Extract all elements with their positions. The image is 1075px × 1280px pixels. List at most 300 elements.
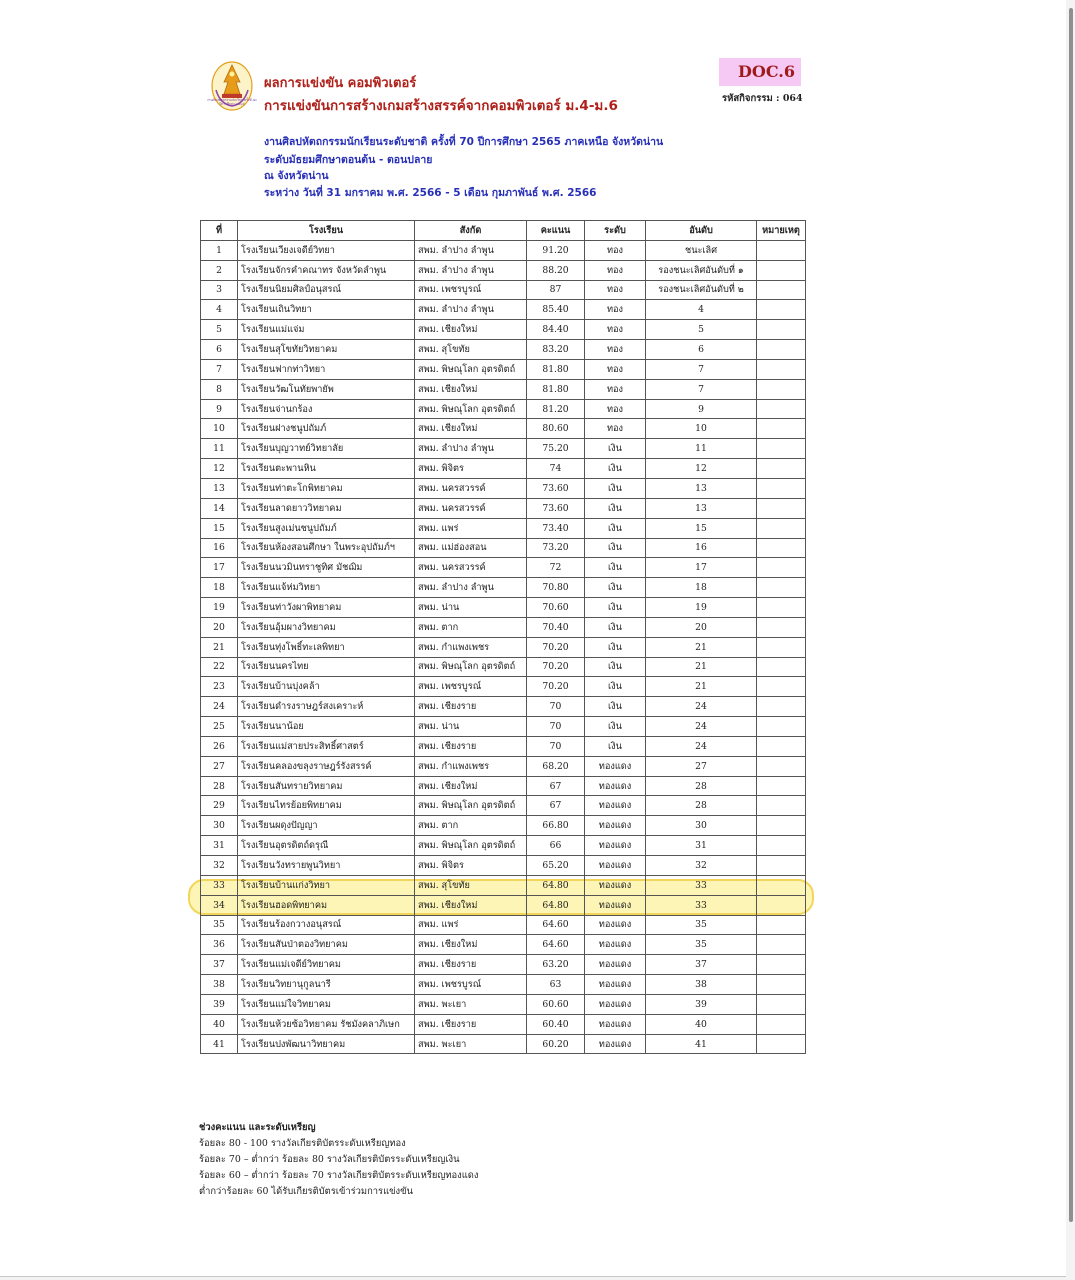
cell-rank: 13: [646, 498, 757, 518]
cell-rank: 35: [646, 915, 757, 935]
cell-no: 29: [201, 796, 238, 816]
cell-affiliation: สพม. สุโขทัย: [415, 340, 527, 360]
cell-rank: 5: [646, 320, 757, 340]
cell-rank: 4: [646, 300, 757, 320]
cell-score: 65.20: [527, 856, 585, 876]
cell-school: โรงเรียนวังทรายพูนวิทยา: [238, 856, 415, 876]
cell-rank: 28: [646, 776, 757, 796]
cell-no: 22: [201, 657, 238, 677]
cell-affiliation: สพม. เพชรบูรณ์: [415, 975, 527, 995]
cell-rank: 12: [646, 459, 757, 479]
table-row: [201, 697, 806, 717]
cell-score: 70.40: [527, 617, 585, 637]
cell-level: เงิน: [585, 558, 646, 578]
cell-level: ทองแดง: [585, 875, 646, 895]
cell-remark: [757, 935, 806, 955]
cell-school: โรงเรียนนิยมศิลป์อนุสรณ์: [238, 280, 415, 300]
logo-caption: งานศิลปหัตถกรรมนักเรียน ครั้งที่ ๗๐ ปีการศึกษา ๒๕๖๕: [207, 98, 257, 106]
cell-score: 63: [527, 975, 585, 995]
cell-level: เงิน: [585, 717, 646, 737]
event-level: ระดับมัธยมศึกษาตอนต้น - ตอนปลาย: [264, 154, 433, 166]
cell-no: 35: [201, 915, 238, 935]
cell-level: ทองแดง: [585, 816, 646, 836]
cell-level: ทองแดง: [585, 836, 646, 856]
cell-level: เงิน: [585, 637, 646, 657]
cell-rank: 18: [646, 578, 757, 598]
cell-affiliation: สพม. สุโขทัย: [415, 875, 527, 895]
cell-affiliation: สพม. เชียงใหม่: [415, 379, 527, 399]
cell-affiliation: สพม. นครสวรรค์: [415, 498, 527, 518]
table-row: [201, 677, 806, 697]
cell-level: เงิน: [585, 439, 646, 459]
cell-remark: [757, 955, 806, 975]
cell-no: 13: [201, 478, 238, 498]
cell-level: ทองแดง: [585, 1014, 646, 1034]
cell-remark: [757, 816, 806, 836]
cell-school: โรงเรียนจ่านกร้อง: [238, 399, 415, 419]
cell-school: โรงเรียนบุญวาทย์วิทยาลัย: [238, 439, 415, 459]
cell-score: 64.60: [527, 935, 585, 955]
cell-score: 73.40: [527, 518, 585, 538]
cell-school: โรงเรียนนครไทย: [238, 657, 415, 677]
cell-school: โรงเรียนตะพานหิน: [238, 459, 415, 479]
cell-remark: [757, 856, 806, 876]
cell-no: 14: [201, 498, 238, 518]
cell-no: 36: [201, 935, 238, 955]
cell-affiliation: สพม. กำแพงเพชร: [415, 637, 527, 657]
cell-no: 4: [201, 300, 238, 320]
cell-score: 66.80: [527, 816, 585, 836]
cell-remark: [757, 439, 806, 459]
cell-level: ทองแดง: [585, 895, 646, 915]
cell-affiliation: สพม. พะเยา: [415, 1034, 527, 1054]
table-row: [201, 280, 806, 300]
cell-rank: 24: [646, 717, 757, 737]
cell-rank: 35: [646, 935, 757, 955]
table-row: [201, 459, 806, 479]
table-row: [201, 717, 806, 737]
cell-level: เงิน: [585, 578, 646, 598]
cell-affiliation: สพม. เชียงราย: [415, 1014, 527, 1034]
cell-no: 25: [201, 717, 238, 737]
cell-affiliation: สพม. แพร่: [415, 915, 527, 935]
cell-affiliation: สพม. กำแพงเพชร: [415, 756, 527, 776]
cell-level: ทอง: [585, 280, 646, 300]
table-row: [201, 359, 806, 379]
cell-level: เงิน: [585, 736, 646, 756]
table-row: [201, 955, 806, 975]
cell-affiliation: สพม. เชียงใหม่: [415, 320, 527, 340]
cell-rank: 17: [646, 558, 757, 578]
cell-school: โรงเรียนทุ่งโพธิ์ทะเลพิทยา: [238, 637, 415, 657]
cell-affiliation: สพม. น่าน: [415, 717, 527, 737]
cell-rank: 39: [646, 994, 757, 1014]
cell-rank: 33: [646, 875, 757, 895]
results-title: ผลการแข่งขัน คอมพิวเตอร์: [264, 76, 417, 91]
cell-no: 7: [201, 359, 238, 379]
cell-level: ทองแดง: [585, 1034, 646, 1054]
table-row: [201, 1014, 806, 1034]
cell-score: 70.80: [527, 578, 585, 598]
cell-remark: [757, 836, 806, 856]
cell-rank: 21: [646, 677, 757, 697]
cell-no: 6: [201, 340, 238, 360]
cell-score: 60.20: [527, 1034, 585, 1054]
table-row: [201, 736, 806, 756]
table-row: [201, 856, 806, 876]
cell-rank: 27: [646, 756, 757, 776]
cell-remark: [757, 558, 806, 578]
cell-score: 60.40: [527, 1014, 585, 1034]
cell-level: เงิน: [585, 538, 646, 558]
cell-affiliation: สพม. นครสวรรค์: [415, 478, 527, 498]
event-name: งานศิลปหัตถกรรมนักเรียนระดับชาติ ครั้งที่ 70 ปีการศึกษา 2565 ภาคเหนือ จังหวัดน่าน: [264, 136, 664, 148]
cell-no: 16: [201, 538, 238, 558]
cell-school: โรงเรียนร้องกวางอนุสรณ์: [238, 915, 415, 935]
results-table: [200, 220, 806, 1054]
cell-school: โรงเรียนแม่เจดีย์วิทยาคม: [238, 955, 415, 975]
cell-rank: 21: [646, 637, 757, 657]
cell-school: โรงเรียนบ้านแก่งวิทยา: [238, 875, 415, 895]
cell-rank: รองชนะเลิศอันดับที่ ๑: [646, 260, 757, 280]
cell-remark: [757, 240, 806, 260]
cell-score: 64.80: [527, 875, 585, 895]
cell-remark: [757, 657, 806, 677]
cell-score: 73.60: [527, 478, 585, 498]
cell-affiliation: สพม. ลำปาง ลำพูน: [415, 240, 527, 260]
cell-no: 38: [201, 975, 238, 995]
cell-affiliation: สพม. ตาก: [415, 816, 527, 836]
cell-level: ทองแดง: [585, 935, 646, 955]
table-row: [201, 260, 806, 280]
cell-no: 40: [201, 1014, 238, 1034]
header-score: คะแนน: [527, 221, 585, 241]
cell-score: 81.20: [527, 399, 585, 419]
cell-rank: 31: [646, 836, 757, 856]
cell-score: 84.40: [527, 320, 585, 340]
table-row: [201, 558, 806, 578]
cell-level: เงิน: [585, 518, 646, 538]
cell-no: 9: [201, 399, 238, 419]
cell-remark: [757, 915, 806, 935]
table-row: [201, 240, 806, 260]
cell-school: โรงเรียนลาดยาววิทยาคม: [238, 498, 415, 518]
cell-score: 60.60: [527, 994, 585, 1014]
cell-rank: 33: [646, 895, 757, 915]
cell-affiliation: สพม. เชียงใหม่: [415, 935, 527, 955]
scrollbar-thumb[interactable]: [1069, 8, 1073, 1222]
table-row: [201, 935, 806, 955]
cell-remark: [757, 459, 806, 479]
cell-level: ทอง: [585, 379, 646, 399]
cell-remark: [757, 399, 806, 419]
school-emblem-icon: [210, 60, 254, 118]
cell-affiliation: สพม. เชียงใหม่: [415, 776, 527, 796]
cell-score: 74: [527, 459, 585, 479]
cell-score: 70.20: [527, 657, 585, 677]
cell-score: 80.60: [527, 419, 585, 439]
cell-affiliation: สพม. เพชรบูรณ์: [415, 677, 527, 697]
cell-school: โรงเรียนท่าตะโกพิทยาคม: [238, 478, 415, 498]
cell-no: 31: [201, 836, 238, 856]
header-remark: หมายเหตุ: [757, 221, 806, 241]
cell-no: 12: [201, 459, 238, 479]
cell-remark: [757, 578, 806, 598]
cell-no: 20: [201, 617, 238, 637]
cell-no: 30: [201, 816, 238, 836]
table-row: [201, 796, 806, 816]
cell-school: โรงเรียนห้วยซ้อวิทยาคม รัชมังคลาภิเษก: [238, 1014, 415, 1034]
cell-score: 67: [527, 776, 585, 796]
cell-rank: 30: [646, 816, 757, 836]
cell-school: โรงเรียนนาน้อย: [238, 717, 415, 737]
cell-no: 28: [201, 776, 238, 796]
cell-rank: 15: [646, 518, 757, 538]
table-row: [201, 300, 806, 320]
event-location: ณ จังหวัดน่าน: [264, 170, 329, 182]
cell-no: 11: [201, 439, 238, 459]
cell-affiliation: สพม. ตาก: [415, 617, 527, 637]
cell-score: 70: [527, 736, 585, 756]
table-row: [201, 1034, 806, 1054]
cell-school: โรงเรียนนวมินทราชูทิศ มัชฌิม: [238, 558, 415, 578]
cell-school: โรงเรียนบ้านบุ่งคล้า: [238, 677, 415, 697]
table-row: [201, 399, 806, 419]
cell-score: 85.40: [527, 300, 585, 320]
cell-remark: [757, 359, 806, 379]
cell-school: โรงเรียนเถินวิทยา: [238, 300, 415, 320]
cell-no: 37: [201, 955, 238, 975]
cell-no: 33: [201, 875, 238, 895]
table-row: [201, 836, 806, 856]
legend-silver: ร้อยละ 70 – ต่ำกว่า ร้อยละ 80 รางวัลเกียรติบัตรระดับเหรียญเงิน: [199, 1154, 460, 1165]
legend-participation: ต่ำกว่าร้อยละ 60 ได้รับเกียรติบัตรเข้าร่วมการแข่งขัน: [199, 1186, 413, 1197]
cell-level: ทอง: [585, 359, 646, 379]
cell-rank: 24: [646, 697, 757, 717]
competition-title: การแข่งขันการสร้างเกมสร้างสรรค์จากคอมพิวเตอร์ ม.4-ม.6: [264, 98, 618, 114]
cell-rank: 21: [646, 657, 757, 677]
cell-no: 32: [201, 856, 238, 876]
cell-remark: [757, 717, 806, 737]
table-row: [201, 439, 806, 459]
cell-remark: [757, 677, 806, 697]
cell-no: 41: [201, 1034, 238, 1054]
cell-level: เงิน: [585, 617, 646, 637]
cell-score: 63.20: [527, 955, 585, 975]
cell-school: โรงเรียนวิทยานุกูลนารี: [238, 975, 415, 995]
table-row: [201, 875, 806, 895]
cell-remark: [757, 736, 806, 756]
cell-affiliation: สพม. นครสวรรค์: [415, 558, 527, 578]
cell-school: โรงเรียนจักรคำคณาทร จังหวัดลำพูน: [238, 260, 415, 280]
cell-remark: [757, 419, 806, 439]
cell-level: ทอง: [585, 320, 646, 340]
cell-no: 5: [201, 320, 238, 340]
cell-no: 26: [201, 736, 238, 756]
cell-remark: [757, 1014, 806, 1034]
cell-remark: [757, 320, 806, 340]
cell-school: โรงเรียนแม่แจ่ม: [238, 320, 415, 340]
table-row: [201, 598, 806, 618]
cell-affiliation: สพม. เพชรบูรณ์: [415, 280, 527, 300]
table-row: [201, 895, 806, 915]
cell-school: โรงเรียนปงพัฒนาวิทยาคม: [238, 1034, 415, 1054]
cell-no: 27: [201, 756, 238, 776]
cell-rank: ชนะเลิศ: [646, 240, 757, 260]
cell-level: เงิน: [585, 697, 646, 717]
cell-rank: 16: [646, 538, 757, 558]
cell-level: ทอง: [585, 419, 646, 439]
cell-rank: 37: [646, 955, 757, 975]
cell-level: เงิน: [585, 677, 646, 697]
cell-school: โรงเรียนท่าวังผาพิทยาคม: [238, 598, 415, 618]
cell-affiliation: สพม. เชียงราย: [415, 736, 527, 756]
cell-remark: [757, 300, 806, 320]
cell-school: โรงเรียนคลองขลุงราษฎร์รังสรรค์: [238, 756, 415, 776]
cell-remark: [757, 260, 806, 280]
cell-score: 81.80: [527, 379, 585, 399]
cell-affiliation: สพม. ลำปาง ลำพูน: [415, 300, 527, 320]
cell-school: โรงเรียนฟากท่าวิทยา: [238, 359, 415, 379]
cell-score: 87: [527, 280, 585, 300]
cell-remark: [757, 796, 806, 816]
cell-level: ทองแดง: [585, 856, 646, 876]
cell-score: 91.20: [527, 240, 585, 260]
cell-score: 83.20: [527, 340, 585, 360]
cell-no: 10: [201, 419, 238, 439]
cell-no: 19: [201, 598, 238, 618]
cell-rank: 38: [646, 975, 757, 995]
cell-level: ทองแดง: [585, 915, 646, 935]
cell-school: โรงเรียนฮอดพิทยาคม: [238, 895, 415, 915]
table-row: [201, 578, 806, 598]
cell-no: 8: [201, 379, 238, 399]
cell-no: 15: [201, 518, 238, 538]
cell-level: ทอง: [585, 260, 646, 280]
table-row: [201, 776, 806, 796]
cell-score: 68.20: [527, 756, 585, 776]
cell-school: โรงเรียนไทรย้อยพิทยาคม: [238, 796, 415, 816]
cell-affiliation: สพม. น่าน: [415, 598, 527, 618]
cell-no: 21: [201, 637, 238, 657]
cell-school: โรงเรียนแม่สายประสิทธิ์ศาสตร์: [238, 736, 415, 756]
cell-rank: 13: [646, 478, 757, 498]
cell-level: เงิน: [585, 657, 646, 677]
cell-level: ทองแดง: [585, 796, 646, 816]
cell-affiliation: สพม. ลำปาง ลำพูน: [415, 260, 527, 280]
header-affiliation: สังกัด: [415, 221, 527, 241]
cell-affiliation: สพม. เชียงราย: [415, 955, 527, 975]
cell-score: 64.60: [527, 915, 585, 935]
cell-affiliation: สพม. เชียงใหม่: [415, 895, 527, 915]
legend-gold: ร้อยละ 80 - 100 รางวัลเกียรติบัตรระดับเหรียญทอง: [199, 1138, 406, 1149]
activity-code: รหัสกิจกรรม : 064: [722, 93, 803, 104]
cell-level: ทองแดง: [585, 756, 646, 776]
cell-score: 75.20: [527, 439, 585, 459]
cell-rank: 19: [646, 598, 757, 618]
cell-no: 3: [201, 280, 238, 300]
results-body: [201, 240, 806, 1054]
cell-score: 73.60: [527, 498, 585, 518]
cell-school: โรงเรียนฝางชนูปถัมภ์: [238, 419, 415, 439]
header-no: ที่: [201, 221, 238, 241]
cell-rank: 28: [646, 796, 757, 816]
header-rank: อันดับ: [646, 221, 757, 241]
cell-rank: 6: [646, 340, 757, 360]
cell-score: 73.20: [527, 538, 585, 558]
cell-rank: 11: [646, 439, 757, 459]
cell-remark: [757, 994, 806, 1014]
cell-remark: [757, 498, 806, 518]
table-row: [201, 518, 806, 538]
table-row: [201, 617, 806, 637]
table-row: [201, 756, 806, 776]
cell-school: โรงเรียนสูงเม่นชนูปถัมภ์: [238, 518, 415, 538]
cell-remark: [757, 1034, 806, 1054]
cell-level: ทองแดง: [585, 955, 646, 975]
cell-rank: 9: [646, 399, 757, 419]
cell-school: โรงเรียนผดุงปัญญา: [238, 816, 415, 836]
cell-level: ทอง: [585, 399, 646, 419]
cell-score: 88.20: [527, 260, 585, 280]
cell-school: โรงเรียนเวียงเจดีย์วิทยา: [238, 240, 415, 260]
table-row: [201, 419, 806, 439]
cell-school: โรงเรียนวัฒโนทัยพายัพ: [238, 379, 415, 399]
cell-no: 23: [201, 677, 238, 697]
table-row: [201, 657, 806, 677]
cell-score: 70: [527, 697, 585, 717]
table-row: [201, 320, 806, 340]
cell-affiliation: สพม. แม่ฮ่องสอน: [415, 538, 527, 558]
cell-affiliation: สพม. พิจิตร: [415, 459, 527, 479]
cell-remark: [757, 379, 806, 399]
cell-remark: [757, 637, 806, 657]
legend-title: ช่วงคะแนน และระดับเหรียญ: [199, 1122, 316, 1133]
cell-rank: 7: [646, 359, 757, 379]
cell-score: 67: [527, 796, 585, 816]
cell-rank: รองชนะเลิศอันดับที่ ๒: [646, 280, 757, 300]
cell-school: โรงเรียนสุโขทัยวิทยาคม: [238, 340, 415, 360]
cell-no: 39: [201, 994, 238, 1014]
cell-affiliation: สพม. พิษณุโลก อุตรดิตถ์: [415, 399, 527, 419]
cell-no: 18: [201, 578, 238, 598]
cell-school: โรงเรียนอุ้มผางวิทยาคม: [238, 617, 415, 637]
cell-level: เงิน: [585, 598, 646, 618]
event-dates: ระหว่าง วันที่ 31 มกราคม พ.ศ. 2566 - 5 เดือน กุมภาพันธ์ พ.ศ. 2566: [264, 187, 597, 199]
cell-affiliation: สพม. พิษณุโลก อุตรดิตถ์: [415, 796, 527, 816]
cell-level: ทองแดง: [585, 994, 646, 1014]
cell-affiliation: สพม. เชียงใหม่: [415, 419, 527, 439]
cell-remark: [757, 340, 806, 360]
cell-remark: [757, 538, 806, 558]
cell-school: โรงเรียนดำรงราษฎร์สงเคราะห์: [238, 697, 415, 717]
cell-level: เงิน: [585, 478, 646, 498]
cell-rank: 20: [646, 617, 757, 637]
cell-level: ทอง: [585, 240, 646, 260]
cell-remark: [757, 280, 806, 300]
cell-rank: 24: [646, 736, 757, 756]
cell-rank: 7: [646, 379, 757, 399]
cell-affiliation: สพม. ลำปาง ลำพูน: [415, 578, 527, 598]
cell-affiliation: สพม. พะเยา: [415, 994, 527, 1014]
cell-affiliation: สพม. พิษณุโลก อุตรดิตถ์: [415, 359, 527, 379]
cell-no: 24: [201, 697, 238, 717]
cell-no: 1: [201, 240, 238, 260]
scrollbar[interactable]: [1066, 0, 1075, 1280]
cell-score: 72: [527, 558, 585, 578]
cell-no: 2: [201, 260, 238, 280]
cell-no: 17: [201, 558, 238, 578]
